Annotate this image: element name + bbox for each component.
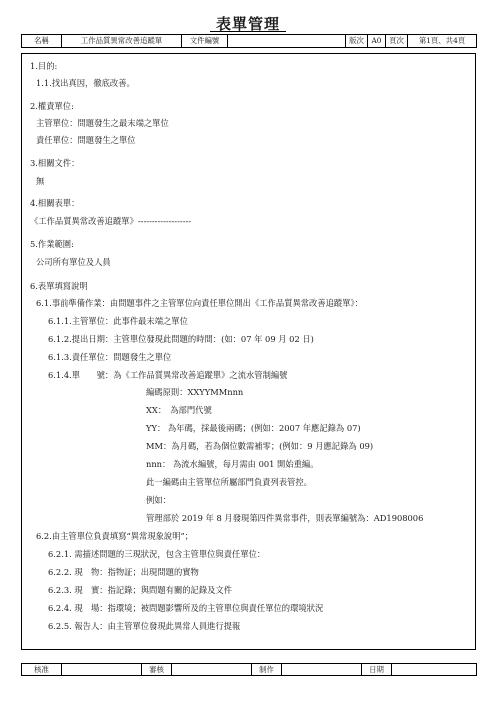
name-label: 名稱 [22, 35, 62, 48]
version-value: A0 [368, 35, 386, 48]
date-value [392, 664, 477, 676]
detail-line: nnn： 為流水編號，每月需由 001 開始重編。 [146, 459, 319, 469]
detail-line: 編碼原則：XXYYMMnnn [146, 387, 244, 397]
detail-line: YY： 為年碼，採最後兩碼；(例如：2007 年應記錄為 07) [146, 423, 361, 433]
detail-line: 此一編碼由主管單位所屬部門負責列表管控。 [146, 477, 312, 487]
list-item: 6.2.4. 現 場：指環境；被問題影響所及的主管單位與責任單位的環境狀況 [48, 603, 324, 613]
footer-table [21, 663, 477, 676]
section-3-heading: 3.相關文件： [30, 158, 80, 168]
list-item: 6.1.2.提出日期：主管單位發現此問題的時間：(如：07 年 09 月 02 日) [48, 334, 314, 344]
approve-label: 核准 [22, 664, 62, 676]
section-3-item: 無 [36, 176, 45, 186]
name-value: 工作品質異常改善追蹤單 [62, 35, 182, 48]
detail-line: MM：為月碼，若為個位數需補零；(例如：9 月應記錄為 09) [146, 441, 374, 451]
prepare-label: 制作 [252, 664, 282, 676]
section-4-item: 《工作品質異常改善追蹤單》------------------- [30, 216, 192, 226]
list-item: 6.1.4.單 號：為《工作品質異常改善追蹤單》之流水管制編號 [48, 370, 288, 380]
list-item: 6.2.1. 需描述問題的三現狀況，包含主管單位與責任單位： [48, 549, 266, 559]
date-label: 日期 [362, 664, 392, 676]
review-value [172, 664, 252, 676]
section-4-heading: 4.相關表單： [30, 198, 80, 208]
section-2-heading: 2.權責單位: [30, 101, 74, 111]
detail-line: 管理部於 2019 年 8 月發現第四件異常事件，則表單編號為：AD1908006 [146, 513, 424, 523]
section-2-item: 責任單位：問題發生之單位 [36, 135, 136, 145]
page-value: 第1頁、共4頁 [408, 35, 477, 48]
detail-line: XX： 為部門代號 [146, 405, 212, 415]
doc-no-value [228, 35, 346, 48]
section-1-item: 1.1.找出真因，徹底改善。 [36, 78, 135, 88]
section-1-heading: 1.目的: [30, 61, 58, 71]
section-5-item: 公司所有單位及人員 [36, 257, 111, 267]
review-label: 審核 [142, 664, 172, 676]
header-table [21, 34, 477, 48]
page-label: 頁次 [386, 35, 408, 48]
section-2-item: 主管單位：問題發生之最末端之單位 [36, 118, 169, 128]
subsection-heading: 6.1.事前準備作業：由問題事件之主管單位向責任單位開出《工作品質異常改善追蹤單》： [36, 298, 363, 308]
doc-no-label: 文件編號 [182, 35, 228, 48]
approve-value [62, 664, 142, 676]
list-item: 6.2.3. 現 實：指記錄；與問題有關的記錄及文件 [48, 585, 233, 595]
list-item: 6.1.1.主管單位：此事件最末端之單位 [48, 316, 188, 326]
document-body [21, 53, 476, 650]
detail-line: 例如： [146, 495, 171, 505]
section-6-heading: 6.表單填寫說明 [30, 281, 88, 291]
page-title: 表單管理 [215, 15, 280, 33]
version-label: 版次 [346, 35, 368, 48]
section-5-heading: 5.作業範圍: [30, 239, 74, 249]
subsection-heading: 6.2.由主管單位負責填寫“異常現象說明”； [36, 531, 194, 541]
title-underline [210, 31, 286, 32]
prepare-value [282, 664, 362, 676]
list-item: 6.2.5. 報告人：由主管單位發現此異常人員進行提報 [48, 621, 241, 631]
list-item: 6.2.2. 現 物：指物証；出現問題的實物 [48, 567, 199, 577]
list-item: 6.1.3.責任單位：問題發生之單位 [48, 352, 172, 362]
